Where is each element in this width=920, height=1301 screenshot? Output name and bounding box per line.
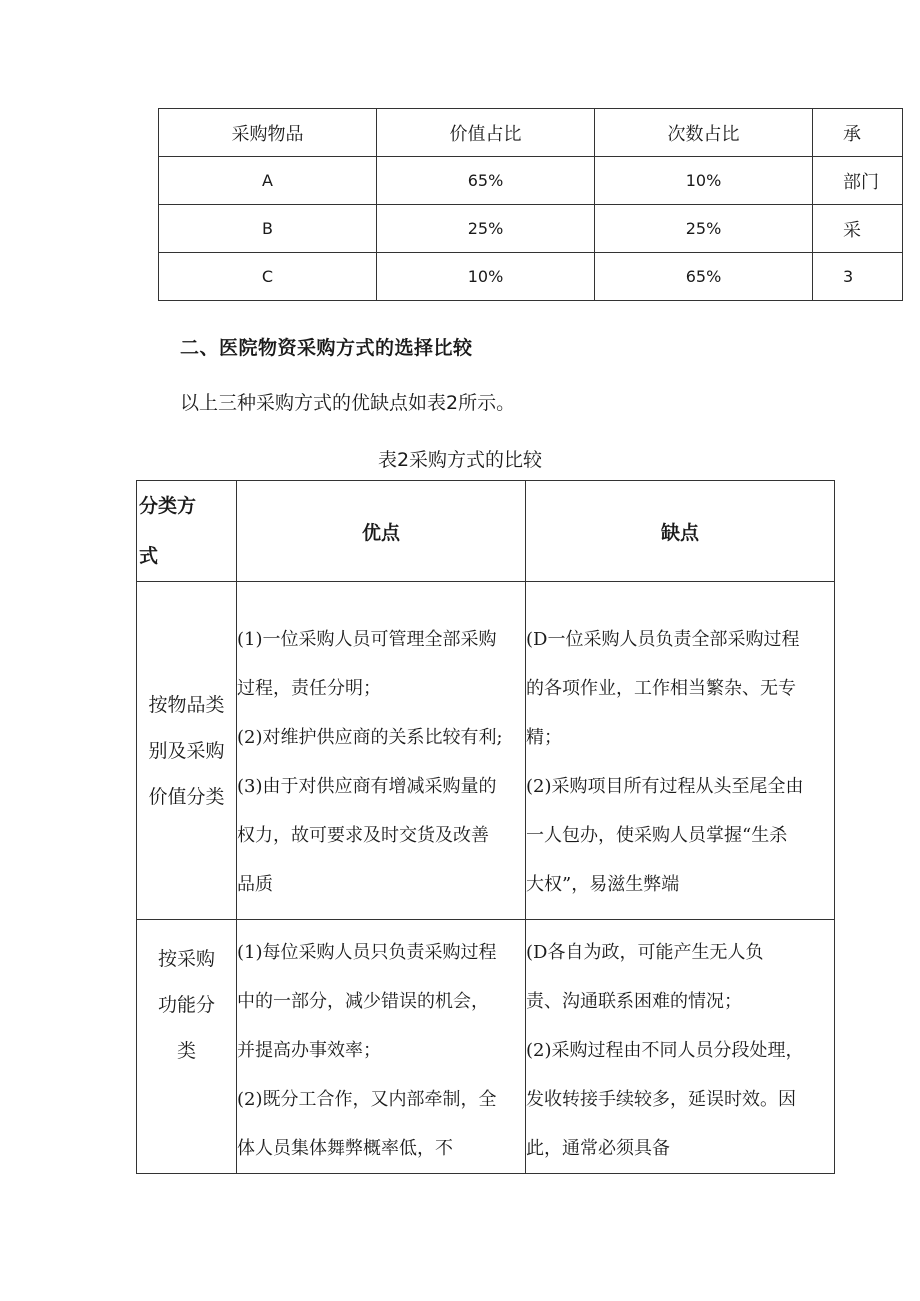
table-cell: C (159, 253, 377, 301)
text-line: (1)一位采购人员可管理全部采购 (237, 629, 497, 650)
header-cell: 次数占比 (595, 109, 813, 157)
intro-paragraph: 以上三种采购方式的优缺点如表2所示。 (180, 392, 516, 414)
table-cell: 25% (595, 205, 813, 253)
text-line: (D各自为政，可能产生无人负 (526, 942, 764, 963)
header-cell-disadvantages: 缺点 (526, 481, 835, 582)
disadvantages-cell (526, 920, 835, 1174)
text-line: (D一位采购人员负责全部采购过程 (526, 629, 800, 650)
table-cell: A (159, 157, 377, 205)
advantages-cell (237, 920, 526, 1174)
header-line: 分类方 (139, 495, 197, 517)
table-cell: 采 (813, 205, 903, 253)
text-line: 一人包办，使采购人员掌握“生杀 (526, 825, 788, 846)
text-line: 发收转接手续较多，延误时效。因 (526, 1089, 796, 1110)
text-line: 中的一部分，减少错误的机会， (237, 991, 489, 1012)
text-line: 过程，责任分明； (237, 678, 381, 699)
disadvantages-cell (526, 582, 835, 920)
table-row (137, 920, 835, 1174)
table-row (137, 582, 835, 920)
table-cell: 25% (377, 205, 595, 253)
text-line: 品质 (237, 874, 273, 895)
text-line: 大权”，易滋生弊端 (526, 874, 680, 895)
text-line: 此，通常必须具备 (526, 1138, 670, 1159)
category-line: 类 (176, 1040, 196, 1062)
text-line: 体人员集体舞弊概率低，不 (237, 1138, 453, 1159)
table-header-row (137, 481, 835, 582)
text-line: (3)由于对供应商有增减采购量的 (237, 776, 497, 797)
table-cell: B (159, 205, 377, 253)
table-cell: 65% (377, 157, 595, 205)
table-cell: 65% (595, 253, 813, 301)
text-line: 的各项作业，工作相当繁杂、无专 (526, 678, 796, 699)
header-cell: 价值占比 (377, 109, 595, 157)
text-line: (2)对维护供应商的关系比较有利; (237, 727, 503, 748)
category-line: 功能分 (157, 994, 215, 1016)
text-line: (2)采购项目所有过程从头至尾全由 (526, 776, 804, 797)
header-cell: 承 (813, 109, 903, 157)
table-caption: 表2采购方式的比较 (377, 449, 543, 471)
category-cell (137, 582, 237, 920)
header-line: 式 (139, 545, 159, 567)
text-line: (2)既分工合作，又内部牵制，全 (237, 1089, 497, 1110)
category-line: 按采购 (157, 948, 215, 970)
text-line: 权力，故可要求及时交货及改善 (237, 825, 489, 846)
category-line: 价值分类 (148, 785, 225, 808)
table-cell: 10% (595, 157, 813, 205)
header-cell: 采购物品 (159, 109, 377, 157)
header-cell-category (137, 481, 237, 582)
header-cell-advantages: 优点 (237, 481, 526, 582)
table-row (159, 205, 903, 253)
text-line: (2)采购过程由不同人员分段处理， (526, 1040, 804, 1061)
table-cell: 部门 (813, 157, 903, 205)
table-cell: 3 (813, 253, 903, 301)
text-line: 精； (526, 727, 562, 748)
section-heading: 二、医院物资采购方式的选择比较 (180, 337, 473, 359)
category-line: 按物品类 (148, 693, 225, 716)
advantages-cell (237, 582, 526, 920)
table-row (159, 157, 903, 205)
category-line: 别及采购 (148, 739, 225, 762)
text-line: (1)每位采购人员只负责采购过程 (237, 942, 497, 963)
category-cell (137, 920, 237, 1174)
text-line: 责、沟通联系困难的情况； (526, 991, 742, 1012)
text-line: 并提高办事效率； (237, 1040, 381, 1061)
table-header-row (159, 109, 903, 157)
table-row (159, 253, 903, 301)
table-cell: 10% (377, 253, 595, 301)
table-purchase-methods (136, 480, 835, 1174)
table-item-ratio (158, 108, 903, 301)
